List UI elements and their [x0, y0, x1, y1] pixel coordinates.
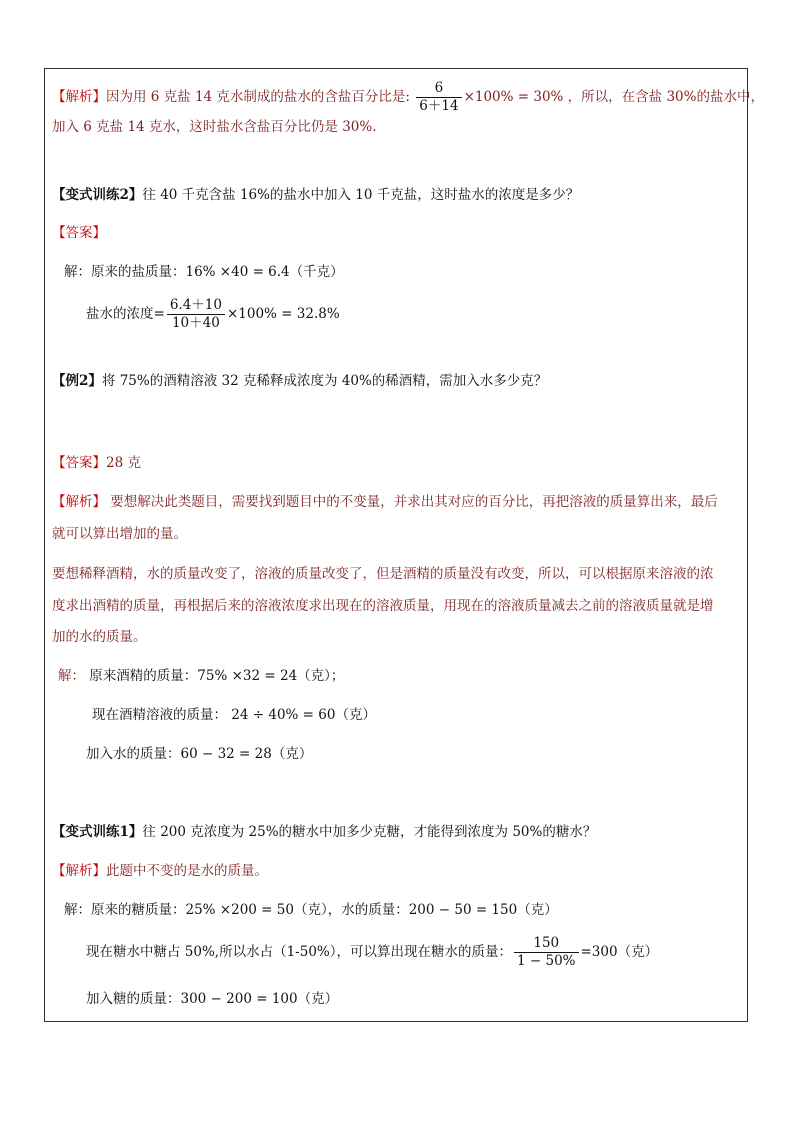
- variant2-solution-1: 解：原来的盐质量：16% ×40 = 6.4（千克）: [64, 264, 344, 280]
- fraction-sugar-water: $\frac{150}{1 - 50\%}$: [514, 935, 579, 970]
- variant1-analysis-tag: 【解析】: [52, 863, 106, 879]
- fraction-concentration: $\frac{6.4+10}{10+40}$: [167, 297, 225, 332]
- example2-analysis-4: 度求出酒精的质量，再根据后来的溶液浓度求出现在的溶液质量，用现在的溶液质量减去之前的溶液质量就是增: [52, 598, 714, 614]
- example2-question: 【例2】将 75%的酒精溶液 32 克稀释成浓度为 40%的稀酒精，需加入水多少克？: [52, 373, 548, 389]
- example2-analysis-tag: 【解析】: [52, 494, 106, 510]
- example2-solution-3: 加入水的质量：60 − 32 = 28（克）: [86, 746, 313, 762]
- variant1-tag: 【变式训练1】: [52, 824, 143, 840]
- variant1-solution-1: 解：原来的糖质量：25% ×200 = 50（克），水的质量：200 − 50 = 150（克）: [64, 902, 558, 918]
- fraction-salt: $\frac{6}{6+14}$: [416, 80, 461, 115]
- example2-answer-tag: 【答案】: [52, 455, 106, 471]
- analysis-line-1: [52, 80, 764, 115]
- example2-analysis-2: 就可以算出增加的量。: [52, 526, 187, 542]
- variant1-solution-3: 加入糖的质量：300 − 200 = 100（克）: [86, 991, 339, 1007]
- variant1-analysis: 【解析】此题中不变的是水的质量。: [52, 863, 268, 879]
- example2-answer: 【答案】28 克: [52, 455, 141, 471]
- variant2-tag: 【变式训练2】: [52, 187, 143, 203]
- analysis-tag: 【解析】: [52, 89, 106, 105]
- analysis-text-post: ×100% = 30% ，所以，在含盐 30%的盐水中，: [463, 89, 764, 105]
- example2-tag: 【例2】: [52, 373, 102, 389]
- example2-solution-1: 解： 原来酒精的质量：75% ×32 = 24（克）；: [58, 668, 345, 684]
- analysis-line-2: 加入 6 克盐 14 克水，这时盐水含盐百分比仍是 30%.: [52, 119, 377, 135]
- variant1-solution-2: 现在糖水中糖占 50%,所以水占（1-50%），可以算出现在糖水的质量： $\frac{150}{1 - 50\%}$ =300（克）: [86, 935, 659, 969]
- example2-analysis-5: 加的水的质量。: [52, 629, 147, 645]
- analysis-text: 因为用 6 克盐 14 克水制成的盐水的含盐百分比是:: [106, 89, 410, 105]
- example2-analysis-3: 要想稀释酒精，水的质量改变了，溶液的质量改变了，但是酒精的质量没有改变，所以，可以根据原来溶液的浓: [52, 566, 714, 582]
- variant2-question: 【变式训练2】往 40 千克含盐 16%的盐水中加入 10 千克盐，这时盐水的浓度是多少？: [52, 187, 580, 203]
- example2-analysis-1: 【解析】 要想解决此类题目，需要找到题目中的不变量，并求出其对应的百分比，再把溶液的质量算出来，最后: [52, 494, 718, 510]
- example2-solution-2: 现在酒精溶液的质量： 24 ÷ 40% = 60（克）: [92, 707, 376, 723]
- variant1-question: 【变式训练1】往 200 克浓度为 25%的糖水中加多少克糖，才能得到浓度为 50%的糖水？: [52, 824, 597, 840]
- variant2-answer-tag: 【答案】: [52, 225, 106, 241]
- variant2-solution-2: 盐水的浓度= $\frac{6.4+10}{10+40}$ ×100% = 32.8%: [86, 297, 340, 331]
